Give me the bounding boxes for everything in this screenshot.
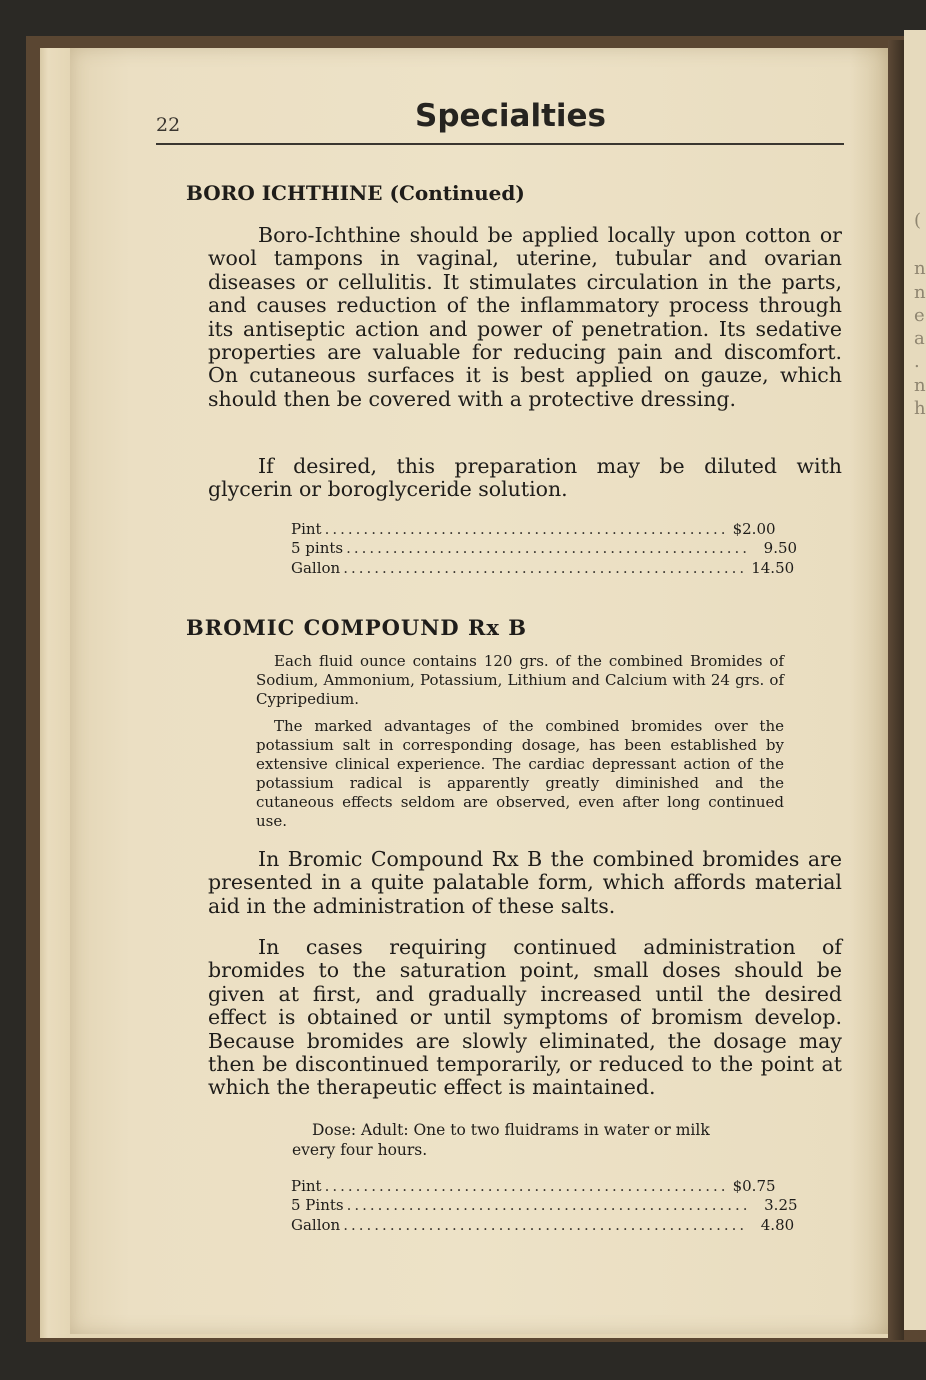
price-item: 5 pints xyxy=(291,539,344,558)
leader-dots: .................................................... xyxy=(346,1196,751,1215)
facing-page-fragment: e xyxy=(914,305,925,326)
price-item: Pint xyxy=(291,520,322,538)
facing-page-fragment: n xyxy=(914,375,926,396)
body-paragraph: In cases requiring continued administration of bromides to the saturation point, small doses should be given at first, and gradually increased until the desired effect is obtained or until symptoms of bromism develop. Because bromides are slowly eliminated, the dosage may then be discontinued temporarily, or reduced to the point at which the therapeutic effect is maintained. xyxy=(208,935,842,1100)
price-amount: 3.25 xyxy=(764,1196,798,1215)
price-row xyxy=(291,520,776,539)
section-heading: BROMIC COMPOUND Rx B xyxy=(186,615,527,640)
price-item: Gallon xyxy=(291,1215,341,1234)
price-item: Gallon xyxy=(291,558,341,577)
composition-paragraph: The marked advantages of the combined bromides over the potassium salt in corresponding dosage, has been established by extensive clinical experience. The cardiac depressant action of the potassium radical is apparently greatly diminished and the cutaneous effects seldom are observed, even after long continued use. xyxy=(256,717,784,830)
price-item: Pint xyxy=(291,1177,322,1195)
price-row xyxy=(291,1196,798,1215)
running-title: Specialties xyxy=(415,98,607,134)
price-list xyxy=(291,1177,798,1235)
price-list xyxy=(291,520,798,578)
price-amount: 9.50 xyxy=(763,539,798,558)
body-paragraph: In Bromic Compound Rx B the combined bromides are presented in a quite palatable form, which affords material aid in the administration of these salts. xyxy=(208,847,842,918)
price-item: 5 Pints xyxy=(291,1196,344,1215)
book-gutter xyxy=(888,40,904,1340)
composition-paragraph: Each fluid ounce contains 120 grs. of the combined Bromides of Sodium, Ammonium, Potassium, Lithium and Calcium with 24 grs. of Cypripedium. xyxy=(256,652,784,708)
price-row xyxy=(291,539,798,558)
facing-page-fragment: h xyxy=(914,398,926,419)
price-amount: 14.50 xyxy=(751,558,795,577)
facing-page-fragment: n xyxy=(914,282,926,303)
price-row xyxy=(291,558,795,578)
facing-page-fragment: n xyxy=(914,258,926,279)
leader-dots: .................................................... xyxy=(324,1177,729,1195)
body-paragraph: If desired, this preparation may be diluted with glycerin or boroglyceride solution. xyxy=(208,454,842,502)
price-row xyxy=(291,1177,776,1196)
price-amount: $0.75 xyxy=(732,1177,776,1195)
price-amount: 4.80 xyxy=(760,1215,795,1234)
price-amount: $2.00 xyxy=(732,520,776,538)
leader-dots: .................................................... xyxy=(324,520,729,538)
price-row xyxy=(291,1215,795,1235)
leader-dots: .................................................... xyxy=(346,539,751,558)
page-number: 22 xyxy=(156,114,181,136)
leader-dots: .................................................... xyxy=(343,558,748,577)
facing-page-fragment: a xyxy=(914,328,925,349)
facing-page-fragment: . xyxy=(914,351,920,372)
body-paragraph: Boro-Ichthine should be applied locally upon cotton or wool tampons in vaginal, uterine, tubular and ovarian diseases or cellulitis. It stimulates circulation in the parts, and causes reduction of the inflammatory process through its antiseptic action and power of penetration. Its sedative properties are valuable for reducing pain and discomfort. On cutaneous surfaces it is best applied on gauze, which should then be covered with a protective dressing. xyxy=(208,223,842,411)
facing-page-fragment: ( xyxy=(914,210,922,231)
header-rule xyxy=(156,143,844,145)
section-heading: BORO ICHTHINE (Continued) xyxy=(186,181,525,205)
dose-instructions: Dose: Adult: One to two fluidrams in water or milk every four hours. xyxy=(292,1121,710,1159)
leader-dots: .................................................... xyxy=(343,1215,748,1234)
facing-page-edge xyxy=(904,30,926,1330)
